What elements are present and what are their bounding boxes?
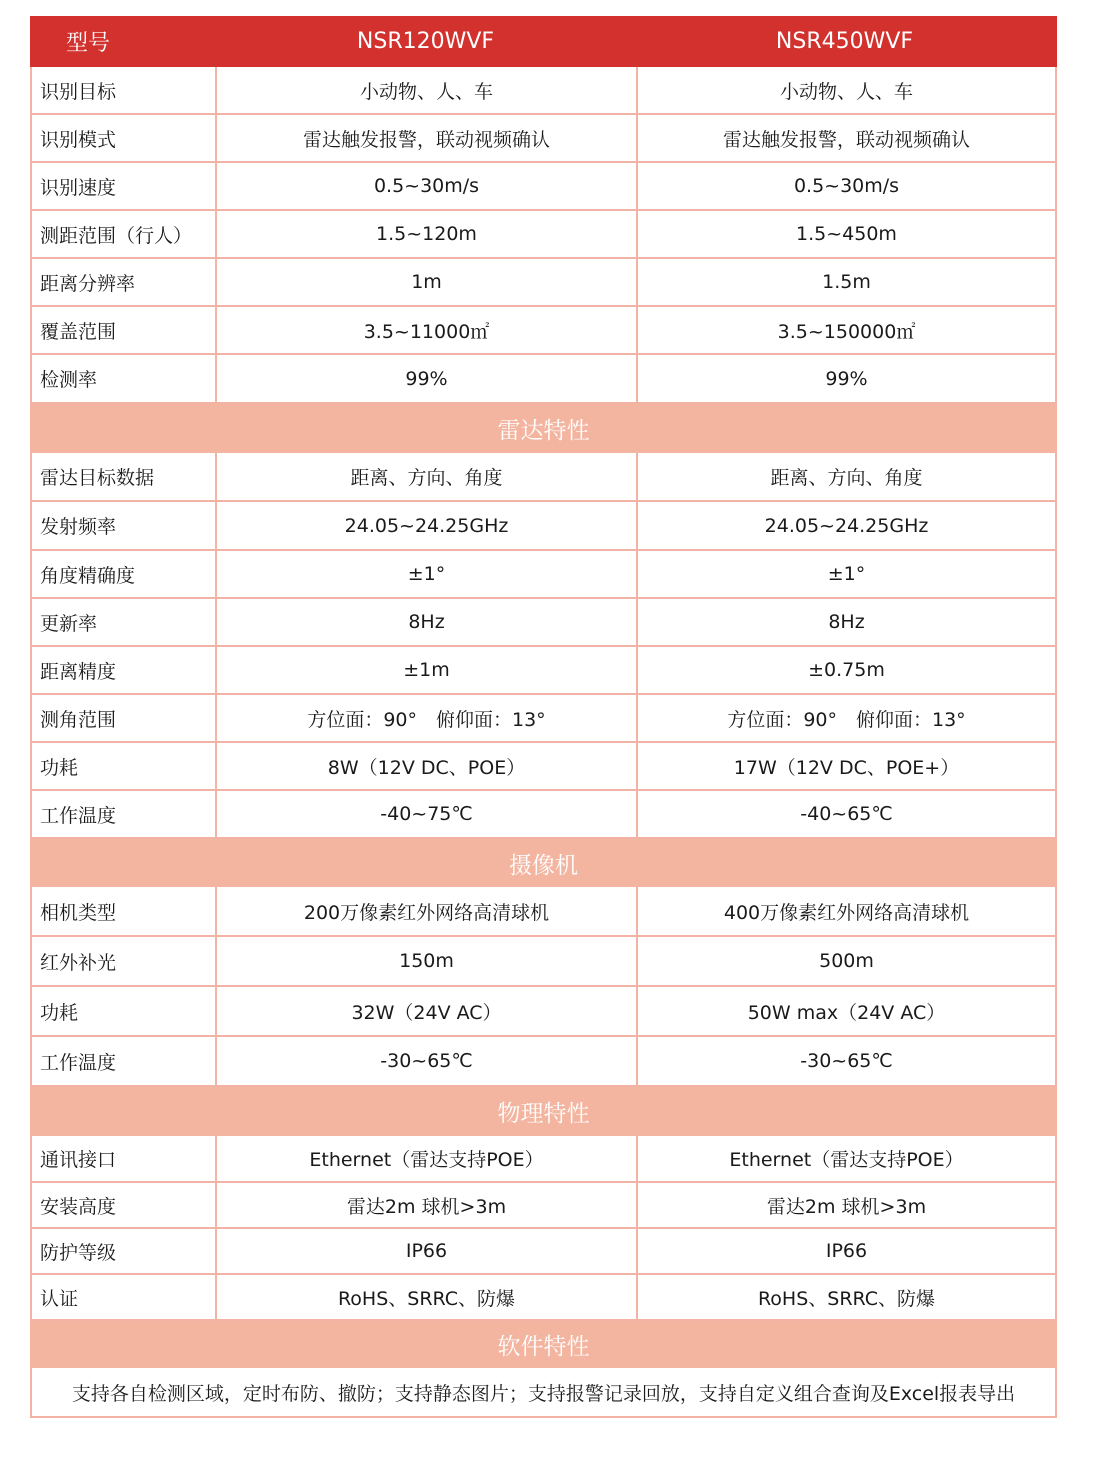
spec-value-model-a: 0.5~30m/s <box>217 163 638 209</box>
header-label: 型号 <box>66 31 111 56</box>
spec-row <box>30 1229 1057 1275</box>
spec-value-model-a: 8W（12V DC、POE） <box>217 743 638 789</box>
spec-label: 角度精确度 <box>32 551 217 597</box>
spec-value-model-b: ±0.75m <box>808 659 885 681</box>
spec-value-model-b: 8Hz <box>828 611 865 633</box>
spec-row <box>30 743 1057 791</box>
spec-value-model-b: 雷达2m 球机>3m <box>766 1195 927 1218</box>
software-note: 支持各自检测区域，定时布防、撤防；支持静态图片；支持报警记录回放，支持自定义组合查询及Excel报表导出 <box>30 1368 1057 1418</box>
spec-value-model-b: 1.5m <box>822 271 871 293</box>
header-model-b: NSR450WVF <box>775 29 914 54</box>
spec-label: 相机类型 <box>32 887 217 935</box>
spec-row <box>30 115 1057 163</box>
spec-row <box>30 1136 1057 1183</box>
spec-row <box>30 791 1057 839</box>
spec-value-model-a: ±1° <box>217 551 638 597</box>
spec-label: 工作温度 <box>32 1037 217 1085</box>
spec-value-model-a: 150m <box>217 937 638 985</box>
spec-groups <box>30 67 1057 1418</box>
spec-value-model-a: -30~65℃ <box>217 1037 638 1085</box>
spec-label: 测角范围 <box>32 695 217 741</box>
spec-value-model-a: 200万像素红外网络高清球机 <box>217 887 638 935</box>
spec-label: 更新率 <box>32 599 217 645</box>
spec-label: 测距范围（行人） <box>32 211 217 257</box>
spec-row <box>30 502 1057 551</box>
spec-row <box>30 67 1057 115</box>
spec-label: 通讯接口 <box>32 1136 217 1181</box>
spec-row <box>30 1183 1057 1229</box>
spec-row <box>30 695 1057 743</box>
spec-label: 红外补光 <box>32 937 217 985</box>
spec-label: 覆盖范围 <box>32 307 217 353</box>
spec-row <box>30 453 1057 502</box>
spec-row <box>30 647 1057 695</box>
spec-label: 雷达目标数据 <box>32 453 217 500</box>
spec-value-model-b: 500m <box>819 950 874 972</box>
spec-row <box>30 987 1057 1037</box>
spec-value-model-b: ±1° <box>827 563 866 585</box>
spec-row <box>30 355 1057 404</box>
spec-label: 功耗 <box>32 743 217 789</box>
spec-value-model-b: Ethernet（雷达支持POE） <box>729 1149 964 1171</box>
spec-value-model-b: 小动物、人、车 <box>779 80 913 103</box>
spec-value-model-b: 99% <box>825 367 868 390</box>
spec-label: 识别模式 <box>32 115 217 161</box>
section-header: 摄像机 <box>30 839 1057 887</box>
spec-row <box>30 599 1057 647</box>
spec-row <box>30 259 1057 307</box>
spec-value-model-b: 50W max（24V AC） <box>747 1001 946 1024</box>
spec-value-model-a: 1m <box>217 259 638 305</box>
spec-value-model-a: ±1m <box>217 647 638 693</box>
spec-label: 检测率 <box>32 355 217 402</box>
spec-label: 工作温度 <box>32 791 217 837</box>
spec-row <box>30 937 1057 987</box>
spec-value-model-a: 雷达2m 球机>3m <box>217 1183 638 1227</box>
spec-value-model-b: 1.5~450m <box>796 223 897 245</box>
spec-label: 功耗 <box>32 987 217 1035</box>
spec-value-model-a: 方位面：90° 俯仰面：13° <box>217 695 638 741</box>
spec-value-model-b: IP66 <box>825 1240 868 1262</box>
spec-value-model-b: -30~65℃ <box>800 1050 893 1072</box>
spec-label: 认证 <box>32 1275 217 1319</box>
spec-value-model-a: -40~75℃ <box>217 791 638 837</box>
spec-label: 发射频率 <box>32 502 217 549</box>
spec-value-model-b: 距离、方向、角度 <box>770 467 923 489</box>
spec-table <box>30 16 1057 1418</box>
spec-value-model-b: 雷达触发报警，联动视频确认 <box>722 128 970 151</box>
spec-label: 安装高度 <box>32 1183 217 1227</box>
spec-value-model-a: IP66 <box>217 1229 638 1273</box>
spec-value-model-b: 17W（12V DC、POE+） <box>733 756 960 779</box>
spec-value-model-a: 99% <box>217 355 638 402</box>
spec-value-model-a: 1.5~120m <box>217 211 638 257</box>
spec-value-model-b: 24.05~24.25GHz <box>764 514 929 537</box>
spec-row <box>30 307 1057 355</box>
section-header: 雷达特性 <box>30 404 1057 453</box>
spec-value-model-a: 8Hz <box>217 599 638 645</box>
spec-value-model-b: 方位面：90° 俯仰面：13° <box>727 708 966 731</box>
section-header: 物理特性 <box>30 1087 1057 1136</box>
spec-label: 防护等级 <box>32 1229 217 1273</box>
spec-label: 距离分辨率 <box>32 259 217 305</box>
spec-value-model-a: 雷达触发报警，联动视频确认 <box>217 115 638 161</box>
spec-value-model-b: 0.5~30m/s <box>793 175 900 197</box>
header-model-a: NSR120WVF <box>356 29 495 54</box>
spec-row <box>30 887 1057 937</box>
spec-value-model-b: 400万像素红外网络高清球机 <box>723 901 970 924</box>
spec-row <box>30 551 1057 599</box>
spec-value-model-a: 距离、方向、角度 <box>217 453 638 500</box>
spec-value-model-a: 32W（24V AC） <box>217 987 638 1035</box>
spec-value-model-b: 3.5~150000㎡ <box>777 320 916 343</box>
spec-label: 识别目标 <box>32 67 217 113</box>
section-header: 软件特性 <box>30 1321 1057 1368</box>
spec-label: 识别速度 <box>32 163 217 209</box>
spec-value-model-a: 24.05~24.25GHz <box>217 502 638 549</box>
spec-label: 距离精度 <box>32 647 217 693</box>
spec-row <box>30 1275 1057 1321</box>
spec-value-model-a: RoHS、SRRC、防爆 <box>217 1275 638 1319</box>
table-header <box>30 16 1057 67</box>
spec-row <box>30 1037 1057 1087</box>
spec-value-model-b: -40~65℃ <box>800 803 893 825</box>
spec-row <box>30 163 1057 211</box>
spec-value-model-a: Ethernet（雷达支持POE） <box>217 1136 638 1181</box>
spec-value-model-a: 3.5~11000㎡ <box>217 307 638 353</box>
spec-value-model-b: RoHS、SRRC、防爆 <box>757 1287 936 1310</box>
spec-row <box>30 211 1057 259</box>
spec-value-model-a: 小动物、人、车 <box>217 67 638 113</box>
